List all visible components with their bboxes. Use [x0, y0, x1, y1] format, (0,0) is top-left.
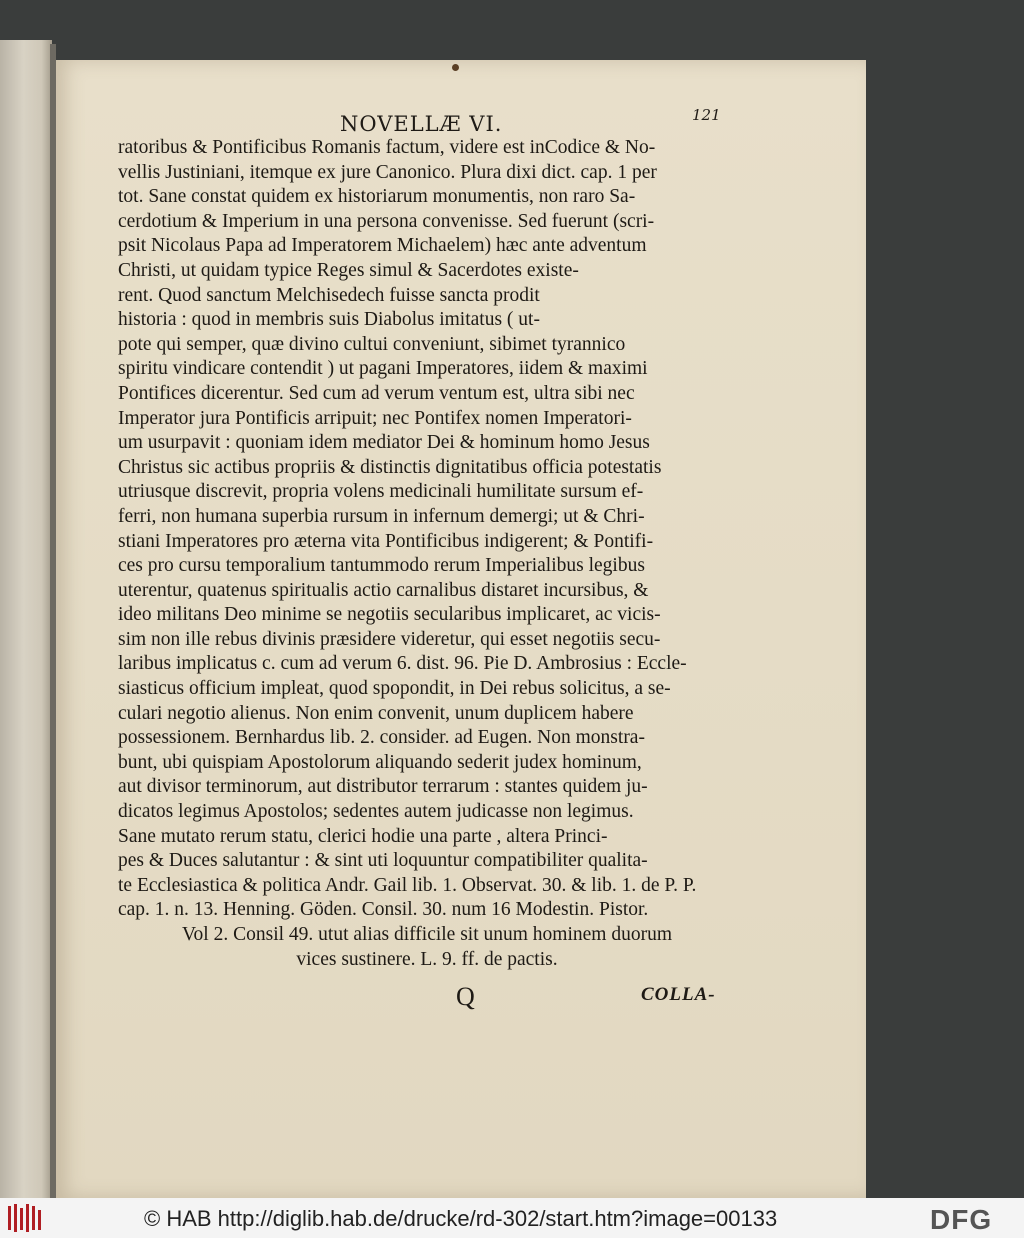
- text-line: utriusque discrevit, propria volens medicinali humilitate sursum ef-: [118, 481, 644, 503]
- text-line: stiani Imperatores pro æterna vita Pontificibus indigerent; & Pontifi-: [118, 530, 654, 552]
- hab-logo-icon: [6, 1202, 46, 1234]
- text-line: sim non ille rebus divinis præsidere videretur, qui esset negotiis secu-: [118, 628, 661, 650]
- text-line: Pontifices dicerentur. Sed cum ad verum ventum est, ultra sibi nec: [118, 382, 635, 404]
- text-line: um usurpavit : quoniam idem mediator Dei & hominum homo Jesus: [118, 432, 650, 454]
- text-line: tot. Sane constat quidem ex historiarum monumentis, non raro Sa-: [118, 186, 636, 208]
- text-line: possessionem. Bernhardus lib. 2. consider. ad Eugen. Non monstra-: [118, 727, 645, 749]
- text-line: aut divisor terminorum, aut distributor terrarum : stantes quidem ju-: [118, 776, 648, 798]
- text-line: psit Nicolaus Papa ad Imperatorem Michaelem) hæc ante adventum: [118, 235, 647, 257]
- text-line: ferri, non humana superbia rursum in infernum demergi; ut & Chri-: [118, 505, 645, 527]
- text-line: culari negotio alienus. Non enim convenit, unum duplicem habere: [118, 702, 634, 724]
- text-line: Christi, ut quidam typice Reges simul & Sacerdotes existe-: [118, 259, 579, 281]
- copyright-citation: © HAB http://diglib.hab.de/drucke/rd-302/start.htm?image=00133: [144, 1206, 778, 1231]
- text-line: rent. Quod sanctum Melchisedech fuisse sancta prodit: [118, 284, 540, 306]
- catchword: COLLA-: [641, 984, 716, 1005]
- bottom-bar: [0, 1198, 1024, 1238]
- page-mark: [452, 64, 459, 71]
- previous-page-edge: [0, 40, 52, 1198]
- text-line: cerdotium & Imperium in una persona convenisse. Sed fuerunt (scri-: [118, 210, 655, 232]
- text-line: pes & Duces salutantur : & sint uti loquuntur compatibiliter qualita-: [118, 850, 648, 872]
- text-line: ces pro cursu temporalium tantummodo rerum Imperialibus legibus: [118, 555, 645, 577]
- text-line: ratoribus & Pontificibus Romanis factum, videre est inCodice & No-: [118, 137, 656, 158]
- text-line: Christus sic actibus propriis & distinctis dignitatibus officia potestatis: [118, 456, 662, 478]
- page-footer: [56, 982, 866, 1012]
- text-line: Vol 2. Consil 49. utut alias difficile sit unum hominem duorum: [181, 924, 672, 945]
- text-line: Imperator jura Pontificis arripuit; nec Pontifex nomen Imperatori-: [118, 407, 632, 429]
- text-line: dicatos legimus Apostolos; sedentes autem judicasse non legimus.: [118, 801, 634, 823]
- text-line: pote qui semper, quæ divino cultui conveniunt, sibimet tyrannico: [118, 333, 626, 355]
- text-line: bunt, ubi quispiam Apostolorum aliquando sederit judex hominum,: [118, 751, 642, 773]
- text-line: vellis Justiniani, itemque ex jure Canonico. Plura dixi dict. cap. 1 per: [118, 161, 657, 183]
- text-line: siasticus officium impleat, quod spopondit, in Dei rebus solicitus, a se-: [118, 678, 671, 700]
- text-line: historia : quod in membris suis Diabolus imitatus ( ut-: [118, 309, 540, 331]
- text-line: cap. 1. n. 13. Henning. Göden. Consil. 30. num 16 Modestin. Pistor.: [118, 899, 649, 921]
- text-line: uterentur, quatenus spiritualis actio carnalibus distaret incursibus, &: [118, 579, 649, 601]
- text-line: vices sustinere. L. 9. ff. de pactis.: [296, 948, 558, 970]
- body-text: [118, 136, 736, 972]
- page-number: 121: [692, 106, 721, 124]
- text-line: ideo militans Deo minime se negotiis secularibus implicaret, ac vicis-: [118, 604, 661, 626]
- text-line: te Ecclesiastica & politica Andr. Gail lib. 1. Observat. 30. & lib. 1. de P. P.: [118, 874, 697, 896]
- running-title: NOVELLÆ VI.: [340, 112, 503, 136]
- text-line: spiritu vindicare contendit ) ut pagani Imperatores, iidem & maximi: [118, 358, 648, 380]
- signature-mark: Q: [456, 982, 475, 1011]
- dfg-logo: DFG: [930, 1204, 993, 1235]
- text-line: laribus implicatus c. cum ad verum 6. dist. 96. Pie D. Ambrosius : Eccle-: [118, 653, 687, 675]
- text-line: Sane mutato rerum statu, clerici hodie una parte , altera Princi-: [118, 825, 608, 847]
